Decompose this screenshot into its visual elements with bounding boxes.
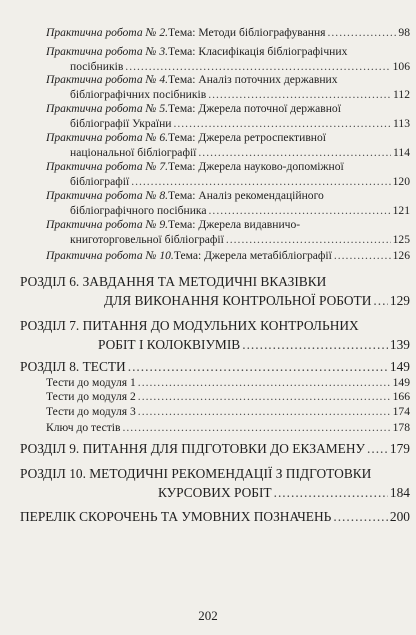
leader-dots	[128, 359, 388, 375]
toc-entry-cont	[70, 88, 410, 101]
page-ref: 184	[389, 485, 410, 500]
toc-entry	[46, 189, 324, 202]
leader-dots	[125, 60, 390, 73]
entry-cont: книготорговельної бібліографії	[70, 233, 224, 246]
toc-entry	[46, 26, 410, 39]
entry-label: Практична робота № 5.	[46, 102, 169, 115]
entry-label: Практична робота № 9.	[46, 218, 169, 231]
entry-cont: посібників	[70, 60, 124, 73]
leader-dots	[242, 337, 388, 353]
page-ref: 129	[389, 293, 410, 308]
entry-label: Практична робота № 3.	[46, 45, 169, 58]
toc-entry-cont	[70, 175, 410, 188]
leader-dots	[138, 390, 391, 403]
entry-cont: бібліографії України	[70, 117, 172, 130]
entry-cont: бібліографічних посібників	[70, 88, 207, 101]
entry-theme: Тема: Джерела поточної державної	[168, 102, 341, 115]
page-ref: 126	[392, 249, 410, 262]
section-9-title: РОЗДІЛ 9. ПИТАННЯ ДЛЯ ПІДГОТОВКИ ДО ЕКЗАМЕНУ ..... 179	[20, 441, 410, 457]
toc-entry	[46, 102, 341, 115]
section-10-title: РОЗДІЛ 10. МЕТОДИЧНІ РЕКОМЕНДАЦІЇ З ПІДГОТОВКИ	[20, 466, 372, 481]
page-ref: 178	[392, 421, 410, 434]
entry-label: Практична робота № 7.	[46, 160, 169, 173]
leader-dots	[274, 485, 388, 501]
toc-entry	[46, 45, 347, 58]
toc-entry	[46, 73, 338, 86]
entry-label: Практична робота № 4.	[46, 73, 169, 86]
page-ref: 113	[393, 117, 410, 130]
page-ref: 174	[392, 405, 410, 418]
page-ref: 179	[389, 441, 410, 456]
entry-theme: Тема: Методи бібліографування	[168, 26, 326, 39]
page-ref: 149	[389, 359, 410, 374]
page-ref: 98	[398, 26, 410, 39]
toc-entry	[46, 249, 410, 262]
entry-theme: Тема: Аналіз поточних державних	[168, 73, 338, 86]
section-10-title-cont: КУРСОВИХ РОБІТ ..... 184	[158, 485, 410, 501]
page-ref: 125	[392, 233, 410, 246]
leader-dots	[226, 233, 391, 246]
page-ref: 120	[392, 175, 410, 188]
entry-theme: Тема: Джерела видавничо-	[168, 218, 301, 231]
leader-dots	[367, 441, 388, 457]
toc-entry-cont	[70, 60, 410, 73]
page-ref: 112	[393, 88, 410, 101]
entry-theme: Тема: Джерела науково-допоміжної	[168, 160, 344, 173]
entry-label: Практична робота № 10.	[46, 249, 174, 262]
leader-dots	[373, 293, 388, 309]
leader-dots	[334, 249, 391, 262]
leader-dots	[122, 421, 390, 434]
section-6-title: РОЗДІЛ 6. ЗАВДАННЯ ТА МЕТОДИЧНІ ВКАЗІВКИ	[20, 274, 327, 289]
entry-cont: національної бібліографії	[70, 146, 197, 159]
page-ref: 200	[389, 509, 410, 524]
page-ref: 106	[392, 60, 410, 73]
page-ref: 114	[393, 146, 410, 159]
leader-dots	[138, 376, 391, 389]
section-6-title-cont: ДЛЯ ВИКОНАННЯ КОНТРОЛЬНОЇ РОБОТИ ..... 129	[104, 293, 410, 309]
page-ref: 166	[392, 390, 410, 403]
entry-label: Практична робота № 6.	[46, 131, 169, 144]
leader-dots	[138, 405, 391, 418]
section-8-title: РОЗДІЛ 8. ТЕСТИ ..... 149	[20, 359, 410, 375]
entry-theme: Тема: Класифікація бібліографічних	[168, 45, 348, 58]
page-number: 202	[198, 608, 218, 623]
leader-dots	[208, 88, 391, 101]
toc-entry	[46, 131, 326, 144]
entry-theme: Тема: Джерела метабібліографії	[173, 249, 332, 262]
entry-label: Практична робота № 2.	[46, 26, 169, 39]
toc-entry-cont	[70, 146, 410, 159]
toc-entry	[46, 160, 344, 173]
page-ref: 121	[392, 204, 410, 217]
list-item: Ключ до тестів ..... 178	[46, 421, 410, 434]
toc-entry	[46, 218, 300, 231]
entry-theme: Тема: Джерела ретроспективної	[168, 131, 327, 144]
list-item: Тести до модуля 3 ..... 174	[46, 405, 410, 418]
leader-dots	[198, 146, 391, 159]
entry-cont: бібліографічного посібника	[70, 204, 207, 217]
entry-label: Практична робота № 8.	[46, 189, 169, 202]
section-7-title: РОЗДІЛ 7. ПИТАННЯ ДО МОДУЛЬНИХ КОНТРОЛЬНИХ	[20, 318, 359, 333]
page-ref: 149	[392, 376, 410, 389]
leader-dots	[328, 26, 397, 39]
leader-dots	[173, 117, 391, 130]
leader-dots	[131, 175, 390, 188]
list-item: Тести до модуля 1 ..... 149	[46, 376, 410, 389]
leader-dots	[209, 204, 391, 217]
list-item: Тести до модуля 2 ..... 166	[46, 390, 410, 403]
toc-entry-cont	[70, 233, 410, 246]
toc-entry-cont	[70, 117, 410, 130]
entry-cont: бібліографії	[70, 175, 130, 188]
section-7-title-cont: РОБІТ І КОЛОКВІУМІВ ..... 139	[98, 337, 410, 353]
abbreviations-title: ПЕРЕЛІК СКОРОЧЕНЬ ТА УМОВНИХ ПОЗНАЧЕНЬ ..... 200	[20, 509, 410, 525]
leader-dots	[333, 509, 388, 525]
entry-theme: Тема: Аналіз рекомендаційного	[168, 189, 324, 202]
page-ref: 139	[389, 337, 410, 352]
toc-entry-cont	[70, 204, 410, 217]
